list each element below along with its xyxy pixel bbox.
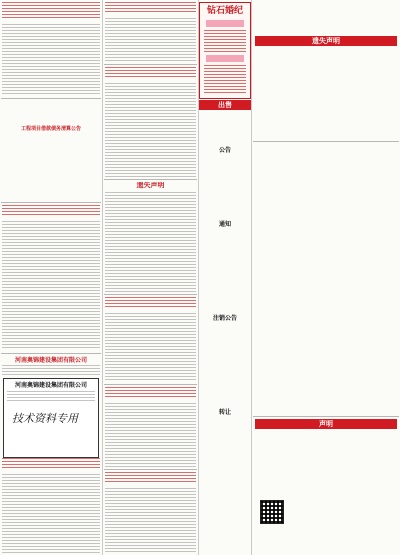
notice-block xyxy=(254,49,398,139)
notice-block xyxy=(105,182,196,292)
text-lines xyxy=(105,313,196,382)
ad-highlight xyxy=(206,20,244,27)
divider xyxy=(104,384,197,385)
stamp-heading: 河南奥锦建设集团有限公司 xyxy=(14,382,87,389)
notice-block xyxy=(105,472,196,553)
notice-block xyxy=(2,458,100,553)
red-text-lines xyxy=(2,205,100,217)
text-lines xyxy=(105,18,196,62)
divider xyxy=(1,202,101,203)
divider xyxy=(104,64,197,65)
statement-banner: 声明 xyxy=(255,419,397,429)
red-text-lines xyxy=(2,458,100,470)
stamp-signature: 技术资料专用 xyxy=(12,412,78,425)
divider xyxy=(104,294,197,295)
notice-block xyxy=(105,297,196,382)
notice-block xyxy=(254,432,398,553)
company-notice xyxy=(2,356,100,375)
text-lines xyxy=(2,221,100,350)
text-lines xyxy=(105,403,196,467)
notice-block xyxy=(201,324,249,404)
lost-notice-title: 遗失声明 xyxy=(136,182,165,189)
stamp-lines xyxy=(7,391,95,403)
company-heading: 河南奥锦建设集团有限公司 xyxy=(14,357,87,364)
column-c xyxy=(199,0,251,555)
notice-label: 注销公告 xyxy=(212,315,237,322)
for-sale-banner: 出售 xyxy=(199,100,251,110)
red-text-lines xyxy=(105,2,196,14)
notice-block xyxy=(201,230,249,310)
engineering-notice-title: 工程项目借款债务清算公告 xyxy=(20,126,81,132)
sale-notice xyxy=(201,112,249,142)
column-d xyxy=(252,0,400,555)
diamond-wedding-ad xyxy=(199,2,251,99)
transfer-label: 转让 xyxy=(218,409,231,416)
lost-notice-banner: 遗失声明 xyxy=(255,36,397,46)
red-text-lines xyxy=(105,387,196,399)
notice-block xyxy=(2,205,100,350)
divider xyxy=(253,141,399,142)
red-text-lines xyxy=(2,2,100,20)
notice-block xyxy=(254,2,398,30)
text-lines xyxy=(105,488,196,553)
diamond-title: 钻石婚纪 xyxy=(206,6,243,16)
column-a xyxy=(0,0,102,555)
red-text-lines xyxy=(105,472,196,484)
divider xyxy=(1,98,101,99)
ad-text-lines xyxy=(204,30,246,52)
technical-document-stamp xyxy=(3,378,99,458)
notice-block xyxy=(201,156,249,216)
ad-highlight xyxy=(206,55,244,62)
notice-block xyxy=(105,67,196,177)
text-lines xyxy=(2,24,100,96)
notice-block xyxy=(105,2,196,62)
notice-label: 公告 xyxy=(218,147,231,154)
text-lines xyxy=(2,474,100,553)
notice-block xyxy=(201,418,249,553)
red-text-lines xyxy=(105,297,196,309)
text-lines xyxy=(105,192,196,292)
notice-block xyxy=(254,144,398,414)
text-lines xyxy=(2,365,100,375)
divider xyxy=(104,469,197,470)
ad-text-lines xyxy=(204,65,246,93)
divider xyxy=(1,353,101,354)
notice-block xyxy=(2,2,100,96)
red-text-lines xyxy=(105,67,196,79)
notice-label: 通知 xyxy=(218,221,231,228)
divider xyxy=(253,416,399,417)
notice-block xyxy=(2,100,100,202)
text-lines xyxy=(105,83,196,177)
column-b xyxy=(103,0,198,555)
divider xyxy=(104,179,197,180)
notice-block xyxy=(105,387,196,467)
qr-code-icon xyxy=(260,500,284,524)
